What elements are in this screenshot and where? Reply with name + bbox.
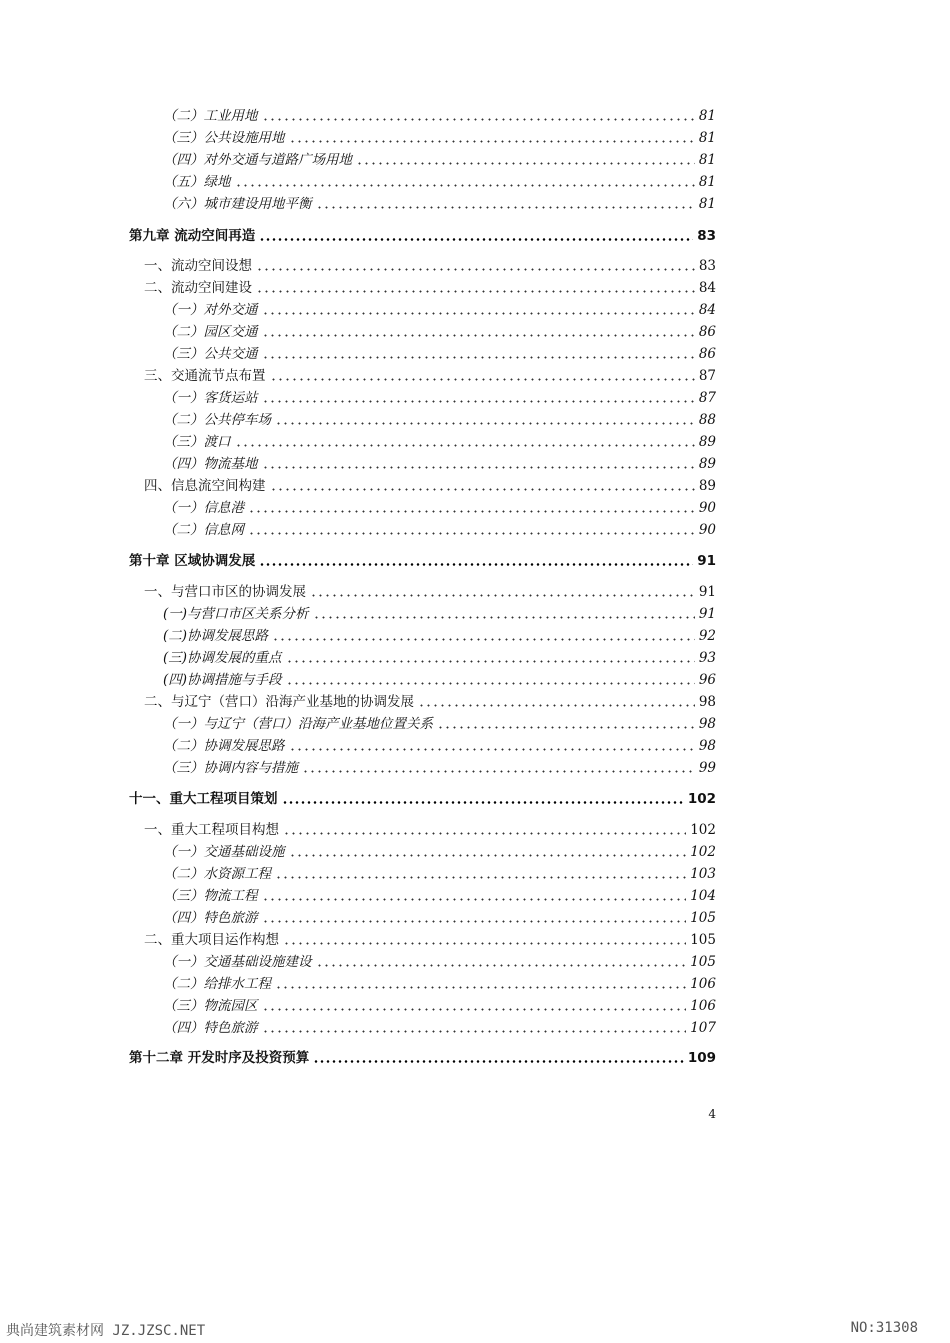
toc-entry-title: （六）城市建设用地平衡 xyxy=(163,196,312,212)
toc-entry-title: （三）协调内容与措施 xyxy=(163,760,298,776)
dot-leader xyxy=(289,140,695,143)
toc-entry-sub xyxy=(163,668,716,688)
toc-entry-page: 90 xyxy=(698,522,716,538)
dot-leader xyxy=(259,238,693,241)
toc-entry-title: （三）公共设施用地 xyxy=(163,130,285,146)
watermark-id-text: NO:31308 xyxy=(850,1320,918,1336)
toc-entry-title: (三)协调发展的重点 xyxy=(163,650,282,666)
dot-leader xyxy=(282,801,684,804)
toc-entry-title: 第九章 流动空间再造 xyxy=(129,228,256,244)
toc-entry-title: （四）物流基地 xyxy=(163,456,258,472)
toc-entry-title: (四)协调措施与手段 xyxy=(163,672,282,688)
toc-entry-sub xyxy=(163,408,716,428)
toc-entry-page: 104 xyxy=(690,888,716,904)
toc-entry-sub xyxy=(163,840,716,860)
toc-entry-sub xyxy=(163,972,716,992)
toc-entry-page: 105 xyxy=(690,910,716,926)
toc-entry-sub xyxy=(163,452,716,472)
toc-entry-title: 四、信息流空间构建 xyxy=(144,478,266,494)
toc-entry-page: 103 xyxy=(690,866,716,882)
toc-entry-sub xyxy=(163,1016,716,1036)
toc-entry-sub xyxy=(163,734,716,754)
dot-leader xyxy=(418,704,695,707)
dot-leader xyxy=(289,854,687,857)
toc-entry-page: 106 xyxy=(690,998,716,1014)
dot-leader xyxy=(262,400,695,403)
toc-entry-sub xyxy=(163,518,716,538)
toc-entry-title: 一、重大工程项目构想 xyxy=(144,822,279,838)
toc-entry-page: 81 xyxy=(698,130,716,146)
toc-entry-page: 98 xyxy=(698,716,716,732)
toc-entry-title: 第十二章 开发时序及投资预算 xyxy=(129,1050,310,1066)
dot-leader xyxy=(235,444,695,447)
dot-leader xyxy=(316,964,687,967)
toc-entry-sub xyxy=(163,192,716,212)
dot-leader xyxy=(302,770,695,773)
toc-entry-chapter xyxy=(129,224,716,244)
toc-entry-page: 107 xyxy=(690,1020,716,1036)
toc-entry-page: 91 xyxy=(698,584,716,600)
toc-entry-title: （二）水资源工程 xyxy=(163,866,271,882)
dot-leader xyxy=(262,898,687,901)
toc-entry-page: 98 xyxy=(698,694,716,710)
toc-entry-title: （二）信息网 xyxy=(163,522,244,538)
toc-entry-page: 81 xyxy=(698,152,716,168)
watermark-footer xyxy=(0,1313,950,1343)
toc-entry-title: （四）特色旅游 xyxy=(163,1020,258,1036)
toc-entry-page: 96 xyxy=(698,672,716,688)
dot-leader xyxy=(286,660,695,663)
dot-leader xyxy=(275,876,686,879)
dot-leader xyxy=(262,920,687,923)
dot-leader xyxy=(275,422,695,425)
toc-entry-page: 93 xyxy=(698,650,716,666)
toc-entry-page: 87 xyxy=(698,390,716,406)
dot-leader xyxy=(259,563,693,566)
toc-entry-title: （二）给排水工程 xyxy=(163,976,271,992)
dot-leader xyxy=(256,290,695,293)
toc-entry-page: 106 xyxy=(690,976,716,992)
toc-entry-title: （二）工业用地 xyxy=(163,108,258,124)
toc-entry-section xyxy=(144,254,716,274)
toc-entry-page: 102 xyxy=(687,791,716,807)
toc-entry-page: 89 xyxy=(698,478,716,494)
toc-entry-section xyxy=(144,690,716,710)
toc-entry-page: 109 xyxy=(687,1050,716,1066)
toc-entry-chapter xyxy=(129,1046,716,1066)
dot-leader xyxy=(283,832,686,835)
toc-entry-section xyxy=(144,276,716,296)
toc-entry-sub xyxy=(163,298,716,318)
toc-entry-sub xyxy=(163,862,716,882)
toc-entry-section xyxy=(144,580,716,600)
toc-entry-sub xyxy=(163,602,716,622)
toc-entry-title: (二)协调发展思路 xyxy=(163,628,269,644)
toc-entry-page: 105 xyxy=(690,932,716,948)
toc-entry-title: (一)与营口市区关系分析 xyxy=(163,606,309,622)
toc-entry-sub xyxy=(163,884,716,904)
toc-entry-title: （三）物流园区 xyxy=(163,998,258,1014)
dot-leader xyxy=(316,206,695,209)
toc-entry-page: 89 xyxy=(698,456,716,472)
dot-leader xyxy=(262,334,695,337)
toc-entry-page: 83 xyxy=(698,258,716,274)
toc-entry-sub xyxy=(163,126,716,146)
toc-entry-page: 88 xyxy=(698,412,716,428)
toc-entry-title: （一）与辽宁（营口）沿海产业基地位置关系 xyxy=(163,716,433,732)
toc-entry-title: （三）渡口 xyxy=(163,434,231,450)
toc-entry-title: 一、流动空间设想 xyxy=(144,258,252,274)
toc-entry-title: （二）协调发展思路 xyxy=(163,738,285,754)
dot-leader xyxy=(262,312,695,315)
toc-entry-sub xyxy=(163,386,716,406)
toc-entry-chapter xyxy=(129,787,716,807)
toc-entry-sub xyxy=(163,624,716,644)
toc-entry-sub xyxy=(163,950,716,970)
toc-entry-title: （一）客货运站 xyxy=(163,390,258,406)
dot-leader xyxy=(270,488,695,491)
dot-leader xyxy=(289,748,695,751)
toc-entry-sub xyxy=(163,646,716,666)
toc-entry-title: （三）公共交通 xyxy=(163,346,258,362)
toc-entry-sub xyxy=(163,104,716,124)
toc-entry-page: 84 xyxy=(698,280,716,296)
toc-entry-page: 87 xyxy=(698,368,716,384)
toc-entry-title: 三、交通流节点布置 xyxy=(144,368,266,384)
page-number: 4 xyxy=(708,1107,716,1121)
dot-leader xyxy=(262,1008,687,1011)
toc-entry-page: 81 xyxy=(698,196,716,212)
toc-entry-section xyxy=(144,928,716,948)
dot-leader xyxy=(283,942,686,945)
toc-entry-page: 99 xyxy=(698,760,716,776)
toc-entry-page: 92 xyxy=(698,628,716,644)
dot-leader xyxy=(286,682,695,685)
toc-entry-sub xyxy=(163,496,716,516)
toc-entry-title: （四）特色旅游 xyxy=(163,910,258,926)
toc-entry-sub xyxy=(163,430,716,450)
toc-entry-sub xyxy=(163,342,716,362)
dot-leader xyxy=(262,118,695,121)
toc-entry-page: 86 xyxy=(698,346,716,362)
toc-entry-page: 91 xyxy=(698,606,716,622)
toc-entry-title: （四）对外交通与道路广场用地 xyxy=(163,152,352,168)
toc-entry-page: 81 xyxy=(698,108,716,124)
dot-leader xyxy=(262,1030,687,1033)
watermark-site-text: 典尚建筑素材网 JZ.JZSC.NET xyxy=(6,1323,206,1339)
toc-entry-title: （一）交通基础设施 xyxy=(163,844,285,860)
toc-entry-title: （一）对外交通 xyxy=(163,302,258,318)
dot-leader xyxy=(262,356,695,359)
toc-entry-sub xyxy=(163,906,716,926)
dot-leader xyxy=(437,726,695,729)
dot-leader xyxy=(310,594,695,597)
dot-leader xyxy=(262,466,695,469)
toc-entry-title: 二、与辽宁（营口）沿海产业基地的协调发展 xyxy=(144,694,414,710)
toc-entry-title: 二、重大项目运作构想 xyxy=(144,932,279,948)
toc-entry-section xyxy=(144,364,716,384)
dot-leader xyxy=(256,268,695,271)
dot-leader xyxy=(356,162,695,165)
toc-entry-sub xyxy=(163,712,716,732)
dot-leader xyxy=(272,638,695,641)
dot-leader xyxy=(235,184,695,187)
toc-entry-page: 98 xyxy=(698,738,716,754)
toc-entry-page: 81 xyxy=(698,174,716,190)
dot-leader xyxy=(248,510,695,513)
toc-entry-title: （一）交通基础设施建设 xyxy=(163,954,312,970)
toc-entry-title: （二）园区交通 xyxy=(163,324,258,340)
toc-entry-page: 90 xyxy=(698,500,716,516)
toc-entry-page: 91 xyxy=(697,553,716,569)
dot-leader xyxy=(313,616,695,619)
toc-entry-sub xyxy=(163,320,716,340)
toc-entry-page: 89 xyxy=(698,434,716,450)
toc-entry-page: 86 xyxy=(698,324,716,340)
toc-entry-title: 二、流动空间建设 xyxy=(144,280,252,296)
toc-entry-section xyxy=(144,474,716,494)
toc-entry-title: （三）物流工程 xyxy=(163,888,258,904)
toc-entry-sub xyxy=(163,170,716,190)
toc-entry-title: （二）公共停车场 xyxy=(163,412,271,428)
toc-entry-section xyxy=(144,818,716,838)
toc-entry-chapter xyxy=(129,549,716,569)
toc-entry-page: 105 xyxy=(690,954,716,970)
toc-entry-title: （五）绿地 xyxy=(163,174,231,190)
toc-entry-page: 102 xyxy=(690,822,716,838)
dot-leader xyxy=(313,1060,684,1063)
toc-entry-page: 83 xyxy=(697,228,716,244)
toc-entry-title: 一、与营口市区的协调发展 xyxy=(144,584,306,600)
toc-entry-page: 84 xyxy=(698,302,716,318)
dot-leader xyxy=(270,378,695,381)
toc-entry-title: （一）信息港 xyxy=(163,500,244,516)
toc-entry-sub xyxy=(163,148,716,168)
toc-entry-page: 102 xyxy=(690,844,716,860)
toc-entry-title: 十一、重大工程项目策划 xyxy=(129,791,278,807)
dot-leader xyxy=(275,986,686,989)
toc-entry-sub xyxy=(163,756,716,776)
toc-entry-title: 第十章 区域协调发展 xyxy=(129,553,256,569)
dot-leader xyxy=(248,532,695,535)
toc-entry-sub xyxy=(163,994,716,1014)
